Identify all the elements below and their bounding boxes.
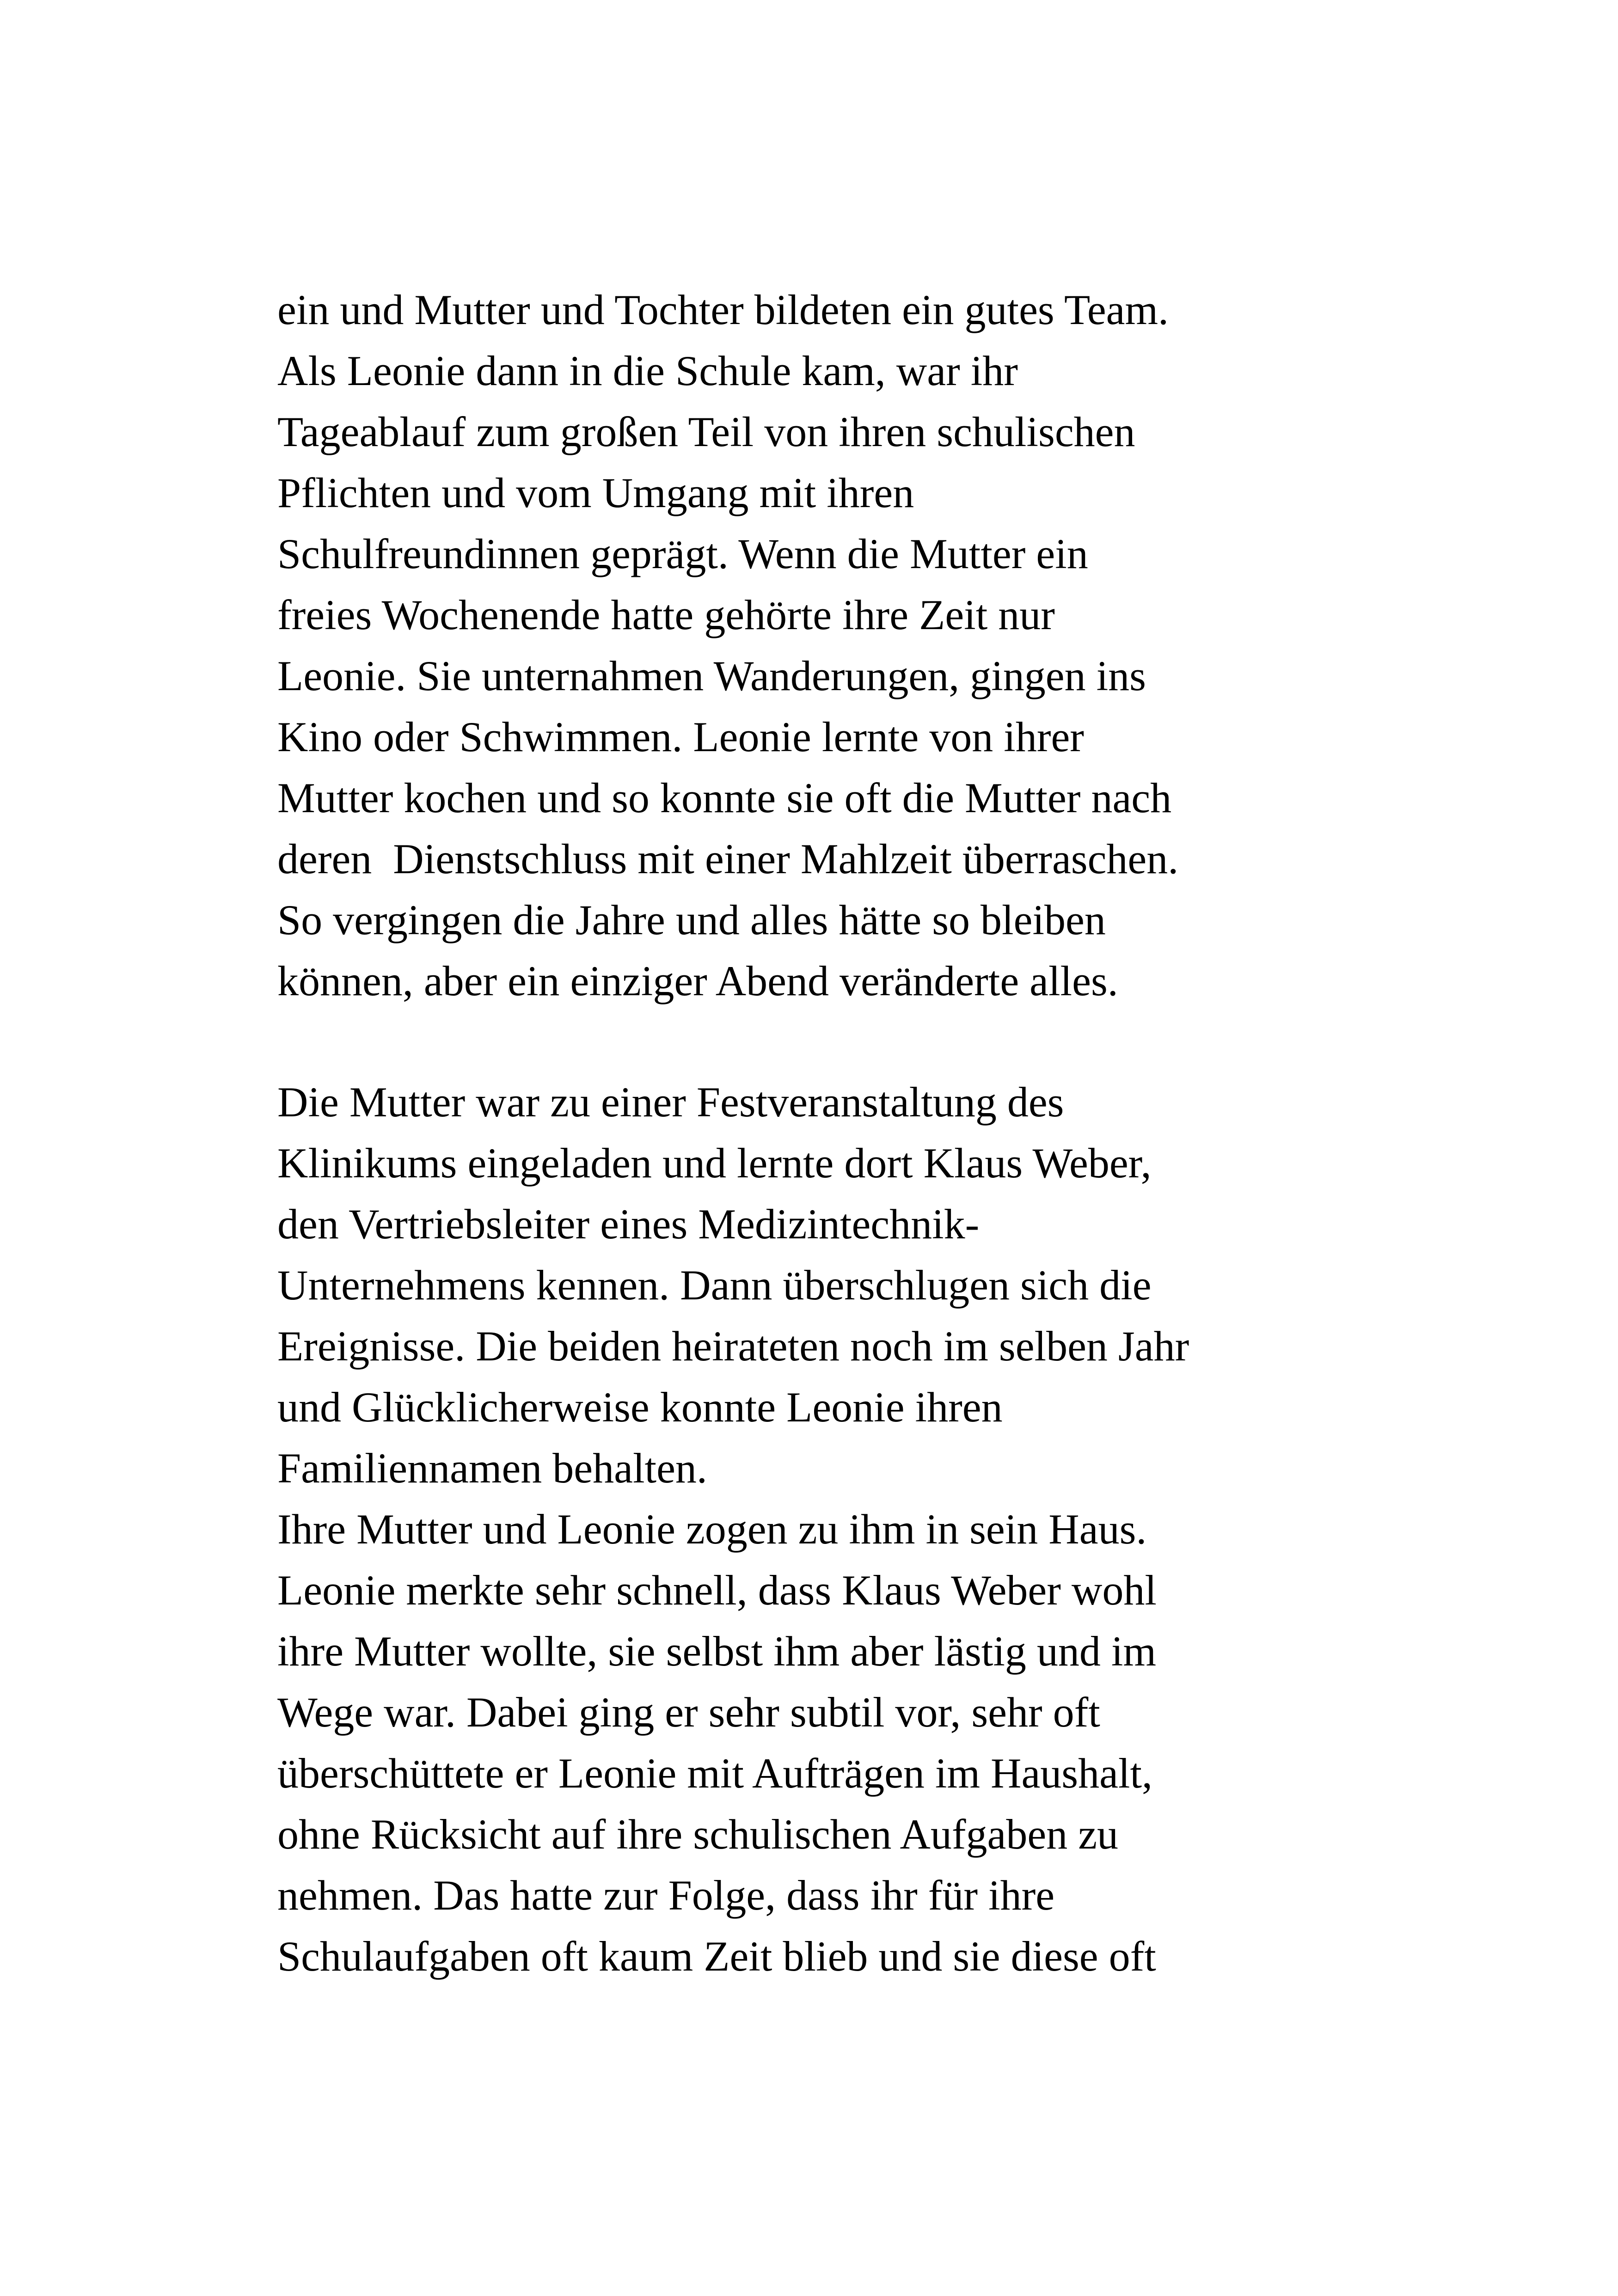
paragraph-2	[277, 1071, 1526, 1987]
text-line: Mutter kochen und so konnte sie oft die Mutter nach	[277, 774, 1172, 821]
text-line: Pflichten und vom Umgang mit ihren	[277, 469, 914, 516]
text-line: deren Dienstschluss mit einer Mahlzeit überraschen.	[277, 835, 1179, 882]
text-line: ein und Mutter und Tochter bildeten ein gutes Team.	[277, 286, 1169, 333]
text-line: Die Mutter war zu einer Festveranstaltung des	[277, 1078, 1064, 1126]
text-line: Wege war. Dabei ging er sehr subtil vor, sehr oft	[277, 1689, 1100, 1736]
text-line: Schulaufgaben oft kaum Zeit blieb und sie diese oft	[277, 1933, 1156, 1980]
text-line: überschüttete er Leonie mit Aufträgen im Haushalt,	[277, 1750, 1153, 1797]
text-line: Schulfreundinnen geprägt. Wenn die Mutter ein	[277, 530, 1088, 577]
text-line: Tageablauf zum großen Teil von ihren schulischen	[277, 408, 1135, 455]
text-line: Leonie merkte sehr schnell, dass Klaus Weber wohl	[277, 1567, 1157, 1614]
text-line: So vergingen die Jahre und alles hätte so bleiben	[277, 896, 1106, 943]
paragraph-1	[277, 279, 1526, 1011]
text-line: freies Wochenende hatte gehörte ihre Zeit nur	[277, 591, 1055, 638]
text-line: nehmen. Das hatte zur Folge, dass ihr für ihre	[277, 1872, 1055, 1919]
text-line: Als Leonie dann in die Schule kam, war ihr	[277, 347, 1018, 394]
text-line: Ihre Mutter und Leonie zogen zu ihm in sein Haus.	[277, 1506, 1147, 1553]
text-line: und Glücklicherweise konnte Leonie ihren	[277, 1384, 1003, 1431]
text-line: ihre Mutter wollte, sie selbst ihm aber lästig und im	[277, 1628, 1157, 1675]
text-line: ohne Rücksicht auf ihre schulischen Aufgaben zu	[277, 1811, 1119, 1858]
text-line: Leonie. Sie unternahmen Wanderungen, gingen ins	[277, 652, 1146, 699]
text-line: Ereignisse. Die beiden heirateten noch im selben Jahr	[277, 1322, 1189, 1370]
text-line: können, aber ein einziger Abend veränderte alles.	[277, 957, 1118, 1004]
text-line: den Vertriebsleiter eines Medizintechnik-	[277, 1200, 980, 1248]
text-line: Unternehmens kennen. Dann überschlugen sich die	[277, 1261, 1152, 1309]
text-line: Familiennamen behalten.	[277, 1445, 707, 1492]
text-line: Kino oder Schwimmen. Leonie lernte von ihrer	[277, 713, 1084, 760]
text-line: Klinikums eingeladen und lernte dort Klaus Weber,	[277, 1139, 1152, 1187]
